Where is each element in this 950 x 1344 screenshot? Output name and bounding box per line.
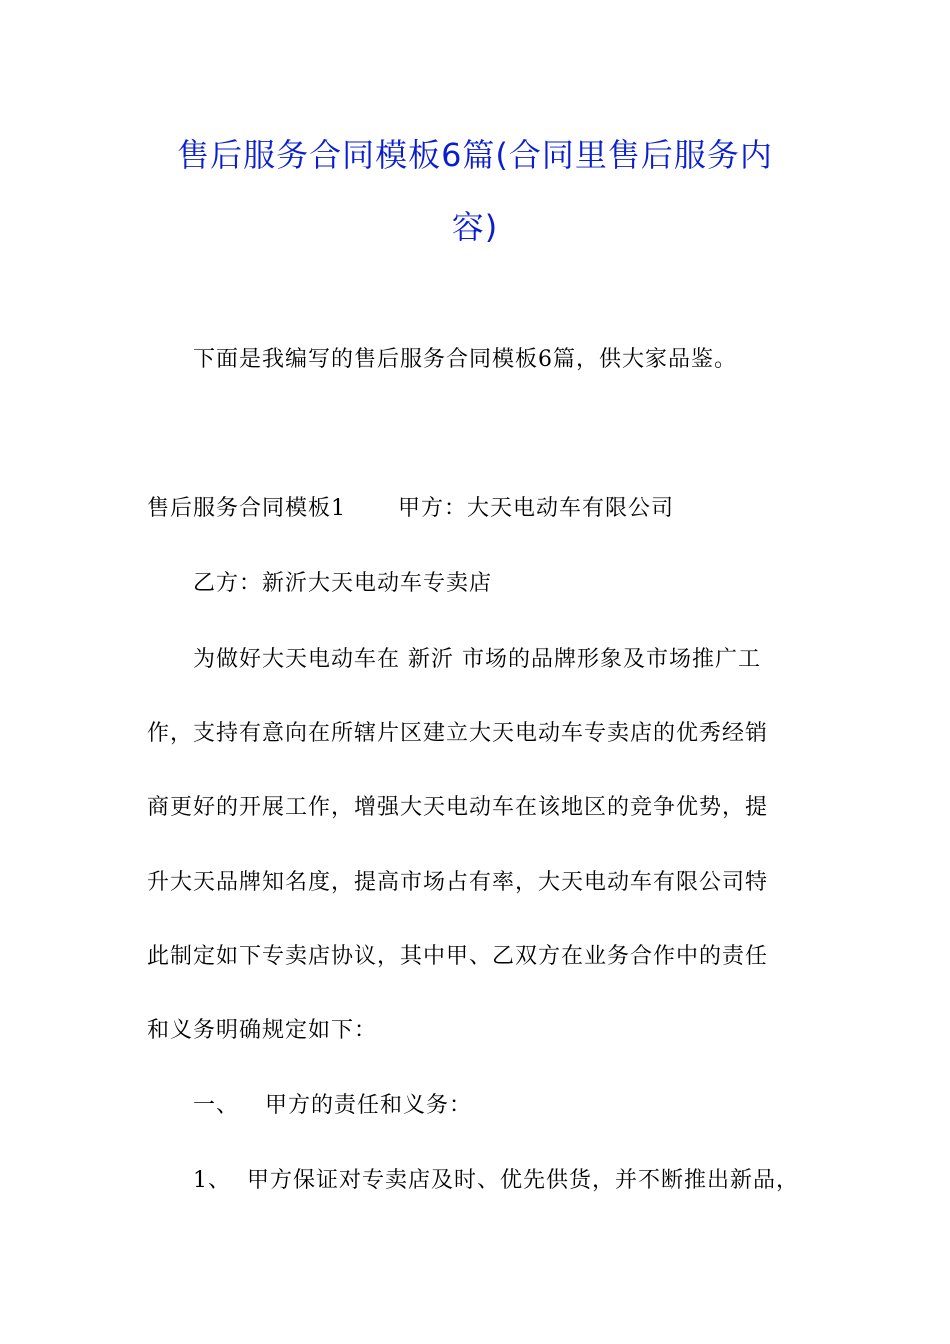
section-heading: 售后服务合同模板1 [147, 496, 346, 521]
clause-one-text: 甲方的责任和义务： [265, 1093, 473, 1118]
body-line-5: 此制定如下专卖店协议，其中甲、乙双方在业务合作中的责任 [147, 944, 769, 969]
body-line-6: 和义务明确规定如下： [147, 1018, 378, 1043]
intro-paragraph: 下面是我编写的售后服务合同模板6篇，供大家品鉴。 [193, 347, 737, 372]
item-one-number: 1、 [193, 1168, 231, 1193]
item-one-line [193, 1162, 863, 1200]
clause-one-line [193, 1087, 863, 1125]
document-title-line-2: 容) [451, 208, 499, 246]
body-line-2: 作，支持有意向在所辖片区建立大天电动车专卖店的优秀经销 [147, 721, 769, 746]
body-line-1: 为做好大天电动车在 新沂 市场的品牌形象及市场推广工 [193, 647, 761, 672]
document-title-line-1: 售后服务合同模板6篇(合同里售后服务内 [177, 136, 773, 174]
section-heading-line [147, 490, 817, 528]
body-line-4: 升大天品牌知名度，提高市场占有率，大天电动车有限公司特 [147, 870, 769, 895]
party-b: 乙方：新沂大天电动车专卖店 [193, 571, 493, 596]
clause-one-number: 一、 [193, 1093, 240, 1118]
party-a: 甲方：大天电动车有限公司 [398, 496, 675, 521]
item-one-text: 甲方保证对专卖店及时、优先供货，并不断推出新品， [247, 1168, 800, 1193]
body-line-3: 商更好的开展工作，增强大天电动车在该地区的竞争优势，提 [147, 795, 769, 820]
